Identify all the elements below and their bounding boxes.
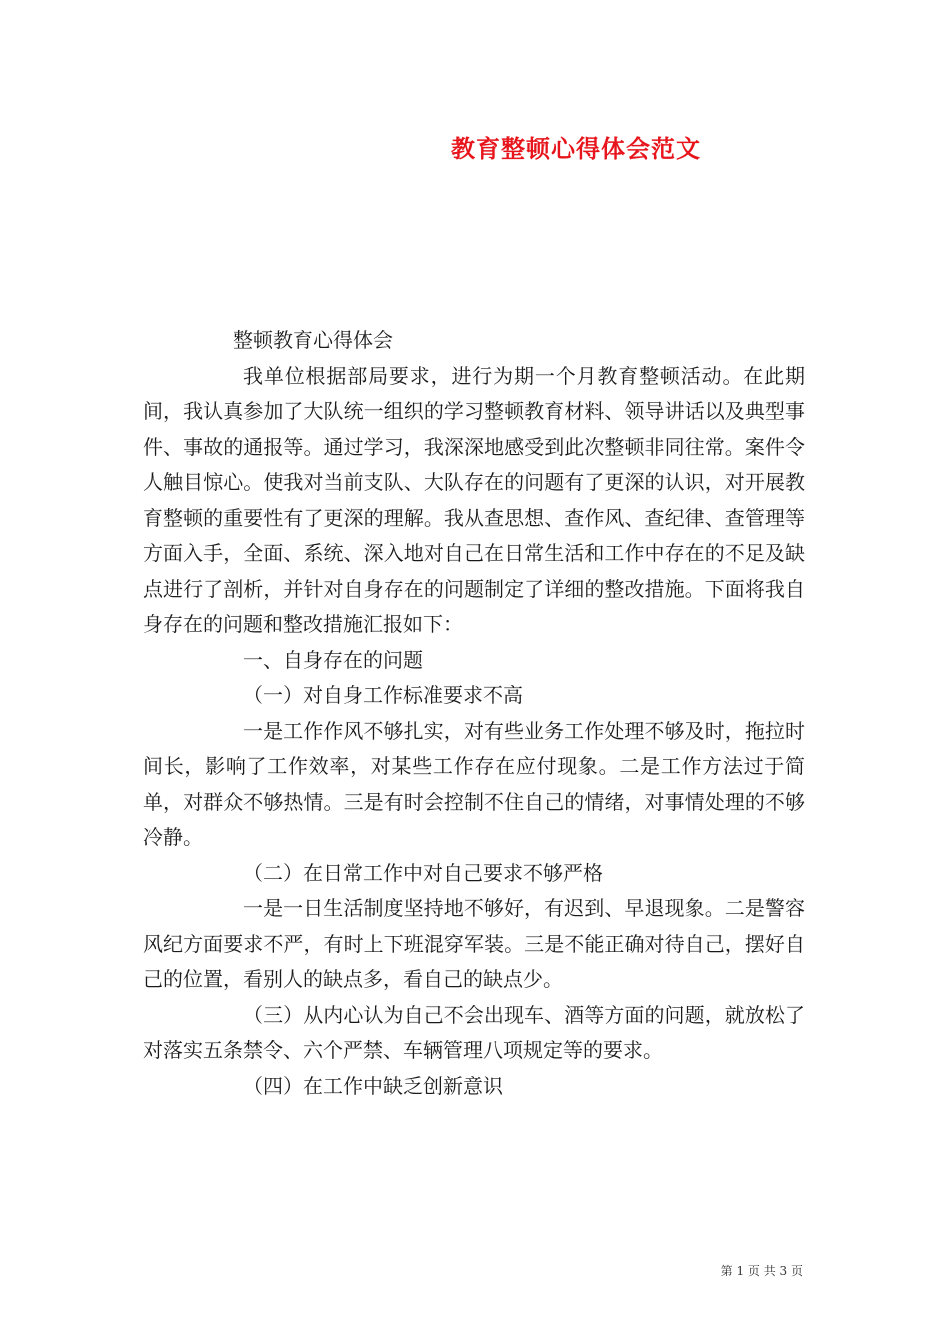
section-subtitle: 整顿教育心得体会 bbox=[233, 328, 393, 352]
subheading-4: （四）在工作中缺乏创新意识 bbox=[243, 1073, 503, 1098]
subheading-1: （一）对自身工作标准要求不高 bbox=[243, 683, 523, 707]
page-number: 第 1 页 共 3 页 bbox=[720, 1264, 803, 1278]
subheading-2: （二）在日常工作中对自己要求不够严格 bbox=[243, 860, 603, 885]
paragraph-1: 一是工作作风不够扎实，对有些业务工作处理不够及时，拖拉时间长，影响了工作效率，对某些工作存在应付现象。二是工作方法过于简单，对群众不够热情。三是有时会控制不住自己的情绪，对事情处理的不够冷静。 bbox=[143, 718, 805, 849]
subheading-3: （三）从内心认为自己不会出现车、酒等方面的问题，就放松了对落实五条禁令、六个严禁、车辆管理八项规定等的要求。 bbox=[143, 1002, 805, 1062]
section-heading-1: 一、自身存在的问题 bbox=[243, 647, 423, 672]
document-body bbox=[143, 323, 805, 1104]
intro-paragraph: 我单位根据部局要求，进行为期一个月教育整顿活动。在此期间，我认真参加了大队统一组织的学习整顿教育材料、领导讲话以及典型事件、事故的通报等。通过学习，我深深地感受到此次整顿非同往常。案件令人触目惊心。使我对当前支队、大队存在的问题有了更深的认识，对开展教育整顿的重要性有了更深的理解。我从查思想、查作风、查纪律、查管理等方面入手，全面、系统、深入地对自己在日常生活和工作中存在的不足及缺点进行了剖析，并针对自身存在的问题制定了详细的整改措施。下面将我自身存在的问题和整改措施汇报如下： bbox=[143, 363, 805, 636]
document-title: 教育整顿心得体会范文 bbox=[451, 134, 701, 163]
paragraph-2: 一是一日生活制度坚持地不够好，有迟到、早退现象。二是警容风纪方面要求不严，有时上下班混穿军装。三是不能正确对待自己，摆好自己的位置，看别人的缺点多，看自己的缺点少。 bbox=[143, 896, 805, 991]
